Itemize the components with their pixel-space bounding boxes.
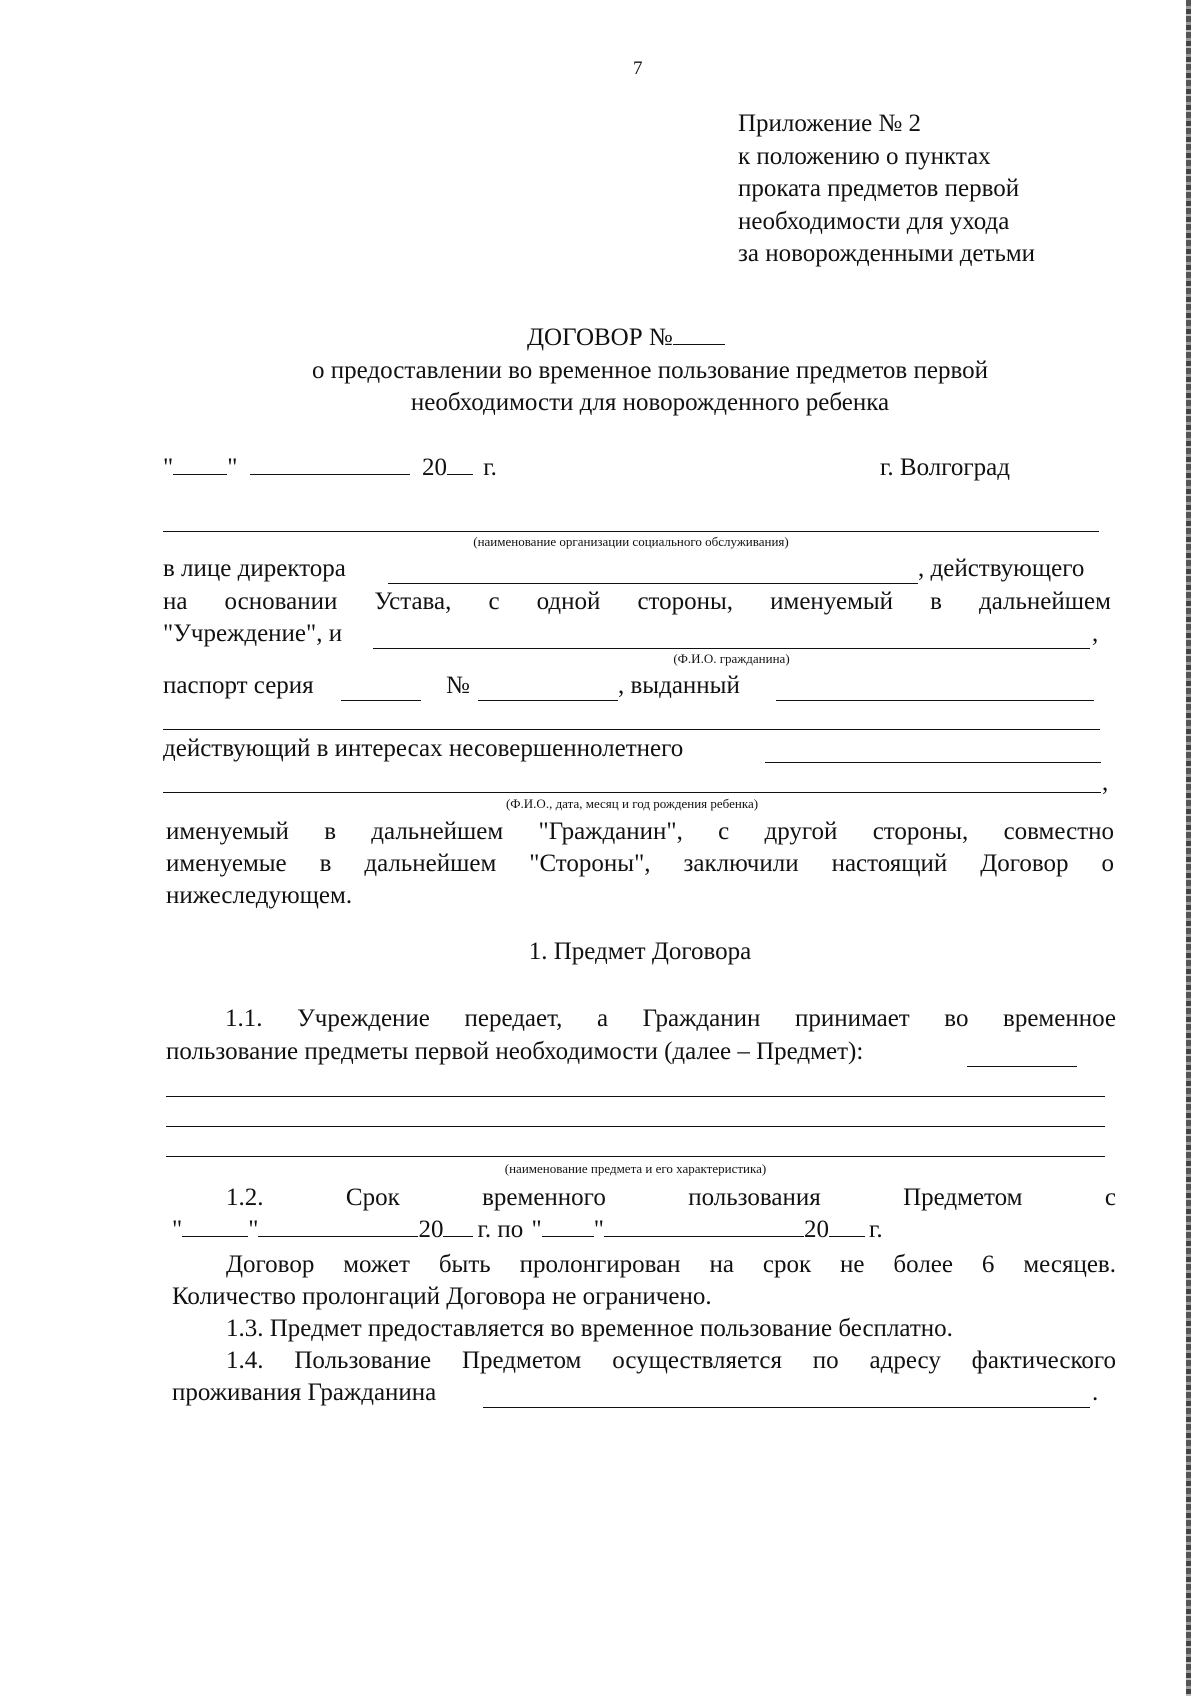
word: именуемый bbox=[770, 588, 894, 615]
contract-subtitle-2: необходимости для новорожденного ребенка bbox=[410, 389, 890, 416]
contract-number-blank bbox=[673, 322, 725, 345]
comma: , bbox=[1092, 620, 1099, 647]
date-quote-close: " bbox=[227, 454, 238, 481]
caption-child: (Ф.И.О., дата, месяц и год рождения ребенка) bbox=[505, 796, 759, 811]
address-line bbox=[483, 1407, 1090, 1408]
month-blank bbox=[258, 1214, 418, 1237]
contract-title-text: ДОГОВОР № bbox=[527, 324, 673, 351]
appendix-line: к положению о пунктах bbox=[738, 142, 991, 170]
passport-issued-line bbox=[776, 700, 1094, 701]
passport-series-line bbox=[341, 700, 421, 701]
day-blank bbox=[173, 452, 227, 475]
caption-item: (наименование предмета и его характеристика) bbox=[504, 1161, 767, 1176]
city: г. Волгоград bbox=[880, 454, 1010, 481]
word: пользования bbox=[688, 1184, 821, 1211]
contract-title bbox=[527, 322, 725, 354]
word: одной bbox=[536, 588, 601, 615]
director-suffix: , действующего bbox=[918, 555, 1085, 582]
word: с bbox=[488, 588, 500, 615]
year-blank bbox=[447, 452, 473, 475]
passport-issued: , выданный bbox=[618, 672, 740, 699]
passport-series: паспорт серия bbox=[163, 672, 314, 699]
p14-line-2: проживания Гражданина bbox=[172, 1379, 437, 1406]
word: Срок bbox=[345, 1184, 400, 1211]
date-quote-open: " bbox=[531, 1216, 542, 1243]
director-prefix: в лице директора bbox=[163, 555, 346, 582]
passport-number-line bbox=[478, 700, 618, 701]
word: Предметом bbox=[903, 1184, 1023, 1211]
p12-line-2 bbox=[172, 1214, 883, 1246]
caption-fio: (Ф.И.О. гражданина) bbox=[673, 651, 790, 666]
word: Устава, bbox=[374, 588, 452, 615]
month-blank bbox=[250, 452, 410, 475]
year-blank bbox=[829, 1214, 865, 1237]
item-line-3 bbox=[166, 1156, 1105, 1157]
date-quote-close: " bbox=[593, 1216, 604, 1243]
director-name-line bbox=[388, 583, 918, 584]
scan-edge-line bbox=[1186, 0, 1191, 1696]
word: в bbox=[930, 588, 942, 615]
caption-org: (наименование организации социального обслуживания) bbox=[473, 534, 789, 549]
comma: , bbox=[1102, 769, 1109, 796]
date-quote-open: " bbox=[172, 1216, 183, 1243]
citizen-name-line bbox=[373, 648, 1090, 649]
year-blank bbox=[443, 1214, 473, 1237]
period: . bbox=[1092, 1379, 1099, 1406]
day-blank bbox=[182, 1214, 248, 1237]
p12-line-3: Договор может быть пролонгирован на срок не более 6 месяцев. bbox=[226, 1251, 1116, 1278]
contract-subtitle-1: о предоставлении во временное пользование предметов первой bbox=[312, 357, 988, 384]
p12-line-4: Количество пролонгаций Договора не ограничено. bbox=[172, 1283, 712, 1310]
date-year: 20 bbox=[421, 454, 447, 481]
word: на bbox=[163, 588, 188, 615]
paragraph-named-line-2: именуемые в дальнейшем "Стороны", заключили настоящий Договор о bbox=[166, 850, 1114, 877]
paragraph-named-line-3: нижеследующем. bbox=[166, 882, 353, 909]
institution-prefix: "Учреждение", и bbox=[163, 620, 343, 647]
basis-line bbox=[163, 586, 1111, 618]
date-year-suffix: г. bbox=[483, 454, 497, 481]
passport-no: № bbox=[446, 672, 470, 699]
p11-line-2: пользование предметы первой необходимости (далее – Предмет): bbox=[166, 1038, 864, 1065]
date-quote-open: " bbox=[163, 454, 174, 481]
page-number: 7 bbox=[633, 58, 643, 79]
item-line-2 bbox=[166, 1126, 1105, 1127]
month-blank bbox=[604, 1214, 804, 1237]
appendix-line: за новорожденными детьми bbox=[738, 240, 1036, 267]
date-year: 20 bbox=[803, 1216, 829, 1243]
item-blank-inline bbox=[967, 1066, 1077, 1067]
word: 1.2. bbox=[226, 1184, 264, 1211]
date-line bbox=[163, 452, 497, 484]
date-quote-close: " bbox=[248, 1216, 259, 1243]
p13: 1.3. Предмет предоставляется во временное пользование бесплатно. bbox=[226, 1315, 953, 1342]
word: стороны, bbox=[637, 588, 734, 615]
child-name-line bbox=[765, 762, 1101, 763]
p12-to: г. по bbox=[477, 1216, 524, 1243]
appendix-line: Приложение № 2 bbox=[738, 110, 922, 137]
p11-line-1: 1.1. Учреждение передает, а Гражданин принимает во временное bbox=[225, 1005, 1116, 1032]
org-name-line bbox=[163, 531, 1099, 532]
appendix-block bbox=[738, 108, 1035, 271]
p14-line-1: 1.4. Пользование Предметом осуществляется по адресу фактического bbox=[226, 1347, 1116, 1374]
appendix-line: проката предметов первой bbox=[738, 175, 1020, 202]
passport-issued-line-2 bbox=[163, 729, 1100, 730]
word: временного bbox=[482, 1184, 606, 1211]
word: основании bbox=[224, 588, 338, 615]
day-blank bbox=[542, 1214, 594, 1237]
section-1-heading: 1. Предмет Договора bbox=[528, 938, 752, 965]
word: с bbox=[1104, 1184, 1116, 1211]
word: дальнейшем bbox=[979, 588, 1111, 615]
child-name-line-2 bbox=[163, 792, 1101, 793]
appendix-line: необходимости для ухода bbox=[738, 207, 1010, 235]
item-line-1 bbox=[166, 1096, 1105, 1097]
acting-in-interest: действующий в интересах несовершеннолетнего bbox=[163, 735, 684, 762]
p12-line-1 bbox=[226, 1182, 1116, 1214]
date-year-suffix: г. bbox=[868, 1216, 883, 1243]
paragraph-named-line-1: именуемый в дальнейшем "Гражданин", с другой стороны, совместно bbox=[166, 818, 1114, 845]
date-year: 20 bbox=[418, 1216, 444, 1243]
